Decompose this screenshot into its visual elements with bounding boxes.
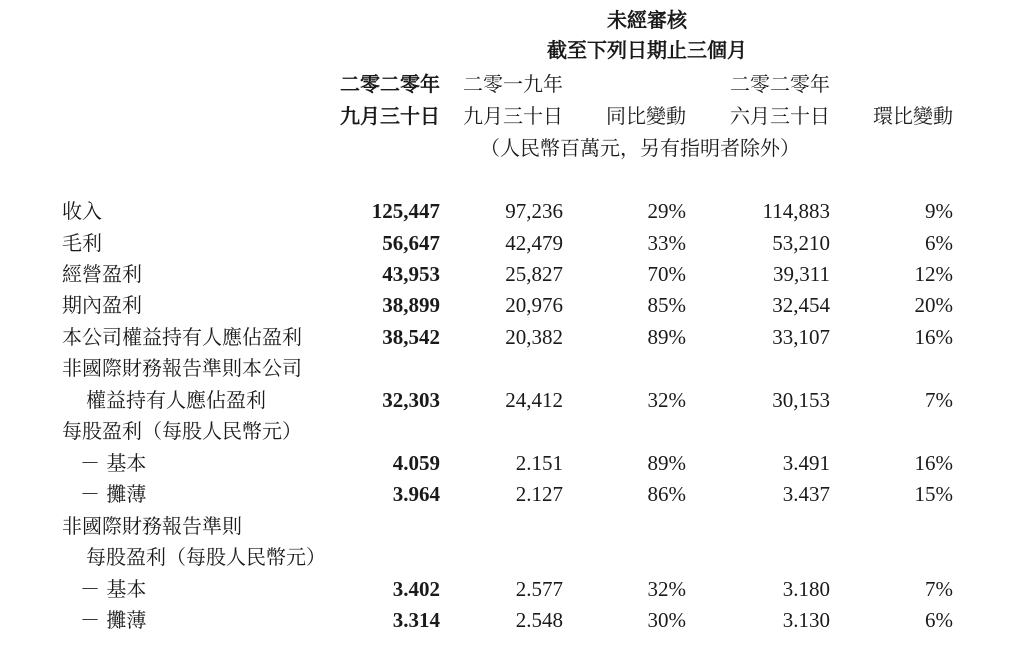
row-value-c2: 20,976	[505, 293, 563, 317]
col3-yoy-header: 同比變動	[606, 104, 686, 128]
row-value-c4: 53,210	[772, 231, 830, 255]
row-value-c2: 2.577	[515, 577, 563, 601]
row-value-c2: 2.548	[515, 608, 563, 632]
row-value-c3: 89%	[647, 325, 686, 349]
col2-date: 九月三十日	[463, 104, 563, 128]
table-row	[0, 574, 1024, 604]
row-value-c2: 2.127	[515, 482, 563, 506]
row-value-c5: 16%	[914, 325, 953, 349]
row-value-c5: 15%	[914, 482, 953, 506]
row-value-c3: 89%	[647, 451, 686, 475]
row-label: 收入	[62, 199, 102, 223]
row-value-c4: 3.180	[782, 577, 830, 601]
table-row	[0, 479, 1024, 509]
row-value-c4: 39,311	[773, 262, 830, 286]
row-label: 每股盈利（每股人民幣元）	[86, 545, 326, 569]
row-value-c1: 4.059	[392, 451, 440, 475]
row-value-c3: 86%	[647, 482, 686, 506]
col1-date: 九月三十日	[340, 104, 440, 128]
row-label: 每股盈利（每股人民幣元）	[62, 419, 302, 443]
row-value-c3: 29%	[647, 199, 686, 223]
row-value-c1: 56,647	[382, 231, 440, 255]
row-value-c5: 7%	[925, 577, 953, 601]
row-value-c1: 3.402	[392, 577, 440, 601]
row-label: 非國際財務報告準則	[62, 514, 242, 538]
col2-year: 二零一九年	[463, 72, 563, 96]
row-label: 期內盈利	[62, 293, 142, 317]
row-value-c4: 3.437	[782, 482, 830, 506]
table-row	[0, 228, 1024, 258]
row-value-c3: 85%	[647, 293, 686, 317]
row-value-c2: 24,412	[505, 388, 563, 412]
table-row	[0, 322, 1024, 352]
row-label: － 基本	[80, 451, 147, 475]
row-value-c3: 33%	[647, 231, 686, 255]
table-row	[0, 416, 1024, 446]
row-label: － 基本	[80, 577, 147, 601]
row-value-c4: 3.130	[782, 608, 830, 632]
row-value-c3: 32%	[647, 388, 686, 412]
row-value-c1: 3.314	[392, 608, 440, 632]
table-row	[0, 259, 1024, 289]
row-value-c5: 6%	[925, 231, 953, 255]
table-row	[0, 448, 1024, 478]
row-value-c4: 33,107	[772, 325, 830, 349]
row-value-c4: 114,883	[762, 199, 830, 223]
row-label: 非國際財務報告準則本公司	[62, 356, 302, 380]
row-label: 毛利	[62, 231, 102, 255]
row-value-c3: 32%	[647, 577, 686, 601]
row-value-c4: 32,454	[772, 293, 830, 317]
row-value-c1: 38,899	[382, 293, 440, 317]
row-label: 權益持有人應佔盈利	[86, 388, 266, 412]
table-row	[0, 353, 1024, 383]
row-value-c1: 3.964	[392, 482, 440, 506]
row-value-c1: 38,542	[382, 325, 440, 349]
row-value-c2: 2.151	[515, 451, 563, 475]
row-value-c5: 7%	[925, 388, 953, 412]
row-value-c2: 20,382	[505, 325, 563, 349]
row-value-c2: 97,236	[505, 199, 563, 223]
table-row	[0, 385, 1024, 415]
row-value-c2: 42,479	[505, 231, 563, 255]
row-value-c1: 125,447	[371, 199, 440, 223]
table-row	[0, 511, 1024, 541]
row-value-c3: 30%	[647, 608, 686, 632]
row-value-c3: 70%	[647, 262, 686, 286]
period-heading: 截至下列日期止三個月	[547, 38, 747, 62]
row-value-c4: 30,153	[772, 388, 830, 412]
row-value-c1: 43,953	[382, 262, 440, 286]
unit-note: （人民幣百萬元，另有指明者除外）	[480, 136, 800, 160]
row-value-c5: 16%	[914, 451, 953, 475]
row-label: － 攤薄	[80, 482, 147, 506]
col1-year: 二零二零年	[340, 72, 440, 96]
table-row	[0, 605, 1024, 635]
row-value-c1: 32,303	[382, 388, 440, 412]
col5-qoq-header: 環比變動	[873, 104, 953, 128]
row-label: － 攤薄	[80, 608, 147, 632]
row-label: 經營盈利	[62, 262, 142, 286]
row-value-c5: 6%	[925, 608, 953, 632]
table-row	[0, 196, 1024, 226]
col4-year: 二零二零年	[730, 72, 830, 96]
row-value-c2: 25,827	[505, 262, 563, 286]
row-value-c5: 20%	[914, 293, 953, 317]
row-value-c4: 3.491	[782, 451, 830, 475]
row-value-c5: 9%	[925, 199, 953, 223]
row-value-c5: 12%	[914, 262, 953, 286]
col4-date: 六月三十日	[730, 104, 830, 128]
table-row	[0, 542, 1024, 572]
row-label: 本公司權益持有人應佔盈利	[62, 325, 302, 349]
unaudited-heading: 未經審核	[607, 8, 687, 32]
table-row	[0, 290, 1024, 320]
